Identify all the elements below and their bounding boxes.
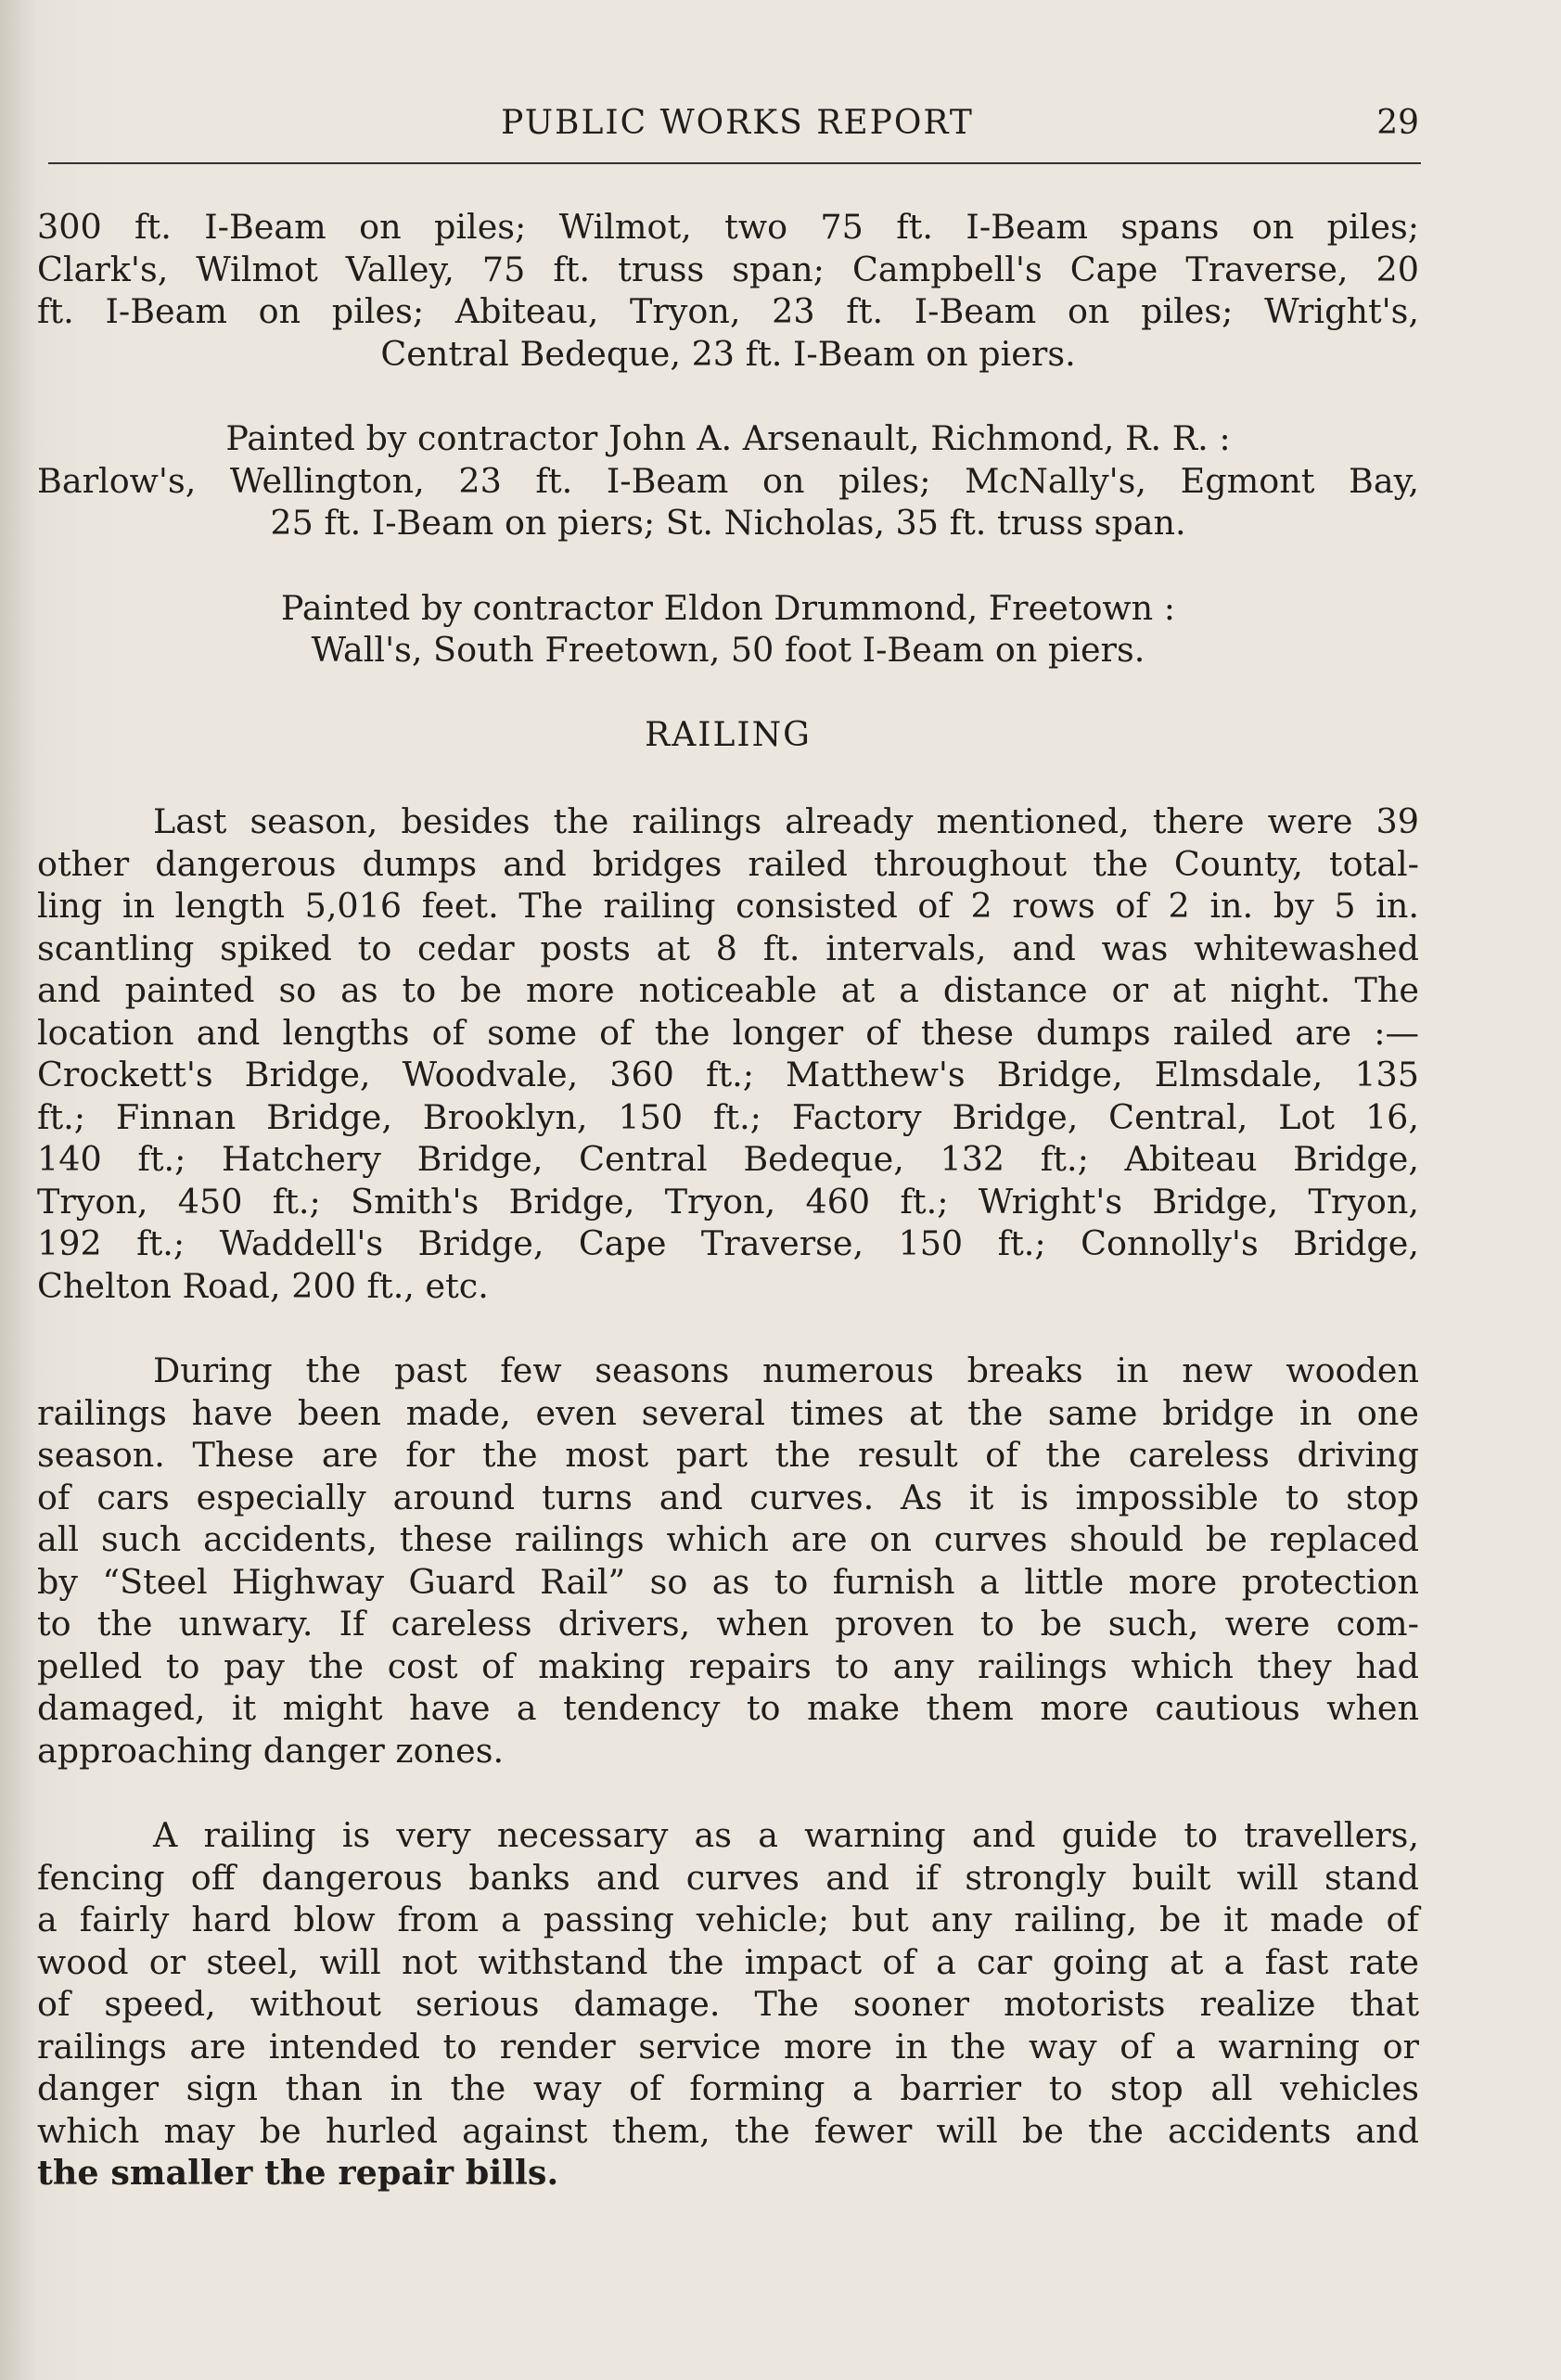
running-header	[56, 104, 1419, 160]
text-line: Wall's, South Freetown, 50 foot I-Beam on piers.	[311, 630, 1145, 670]
text-line: season. These are for the most part the result of the careless driving	[37, 1435, 1419, 1475]
text-line: Painted by contractor John A. Arsenault, Richmond, R. R. :	[225, 418, 1231, 458]
text-line: a fairly hard blow from a passing vehicle; but any railing, be it made of	[37, 1900, 1419, 1939]
text-line: pelled to pay the cost of making repairs to any railings which they had	[37, 1645, 1419, 1686]
text-line: of speed, without serious damage. The sooner motorists realize that	[37, 1984, 1419, 2024]
text-line: railings are intended to render service more in the way of a warning or	[37, 2026, 1419, 2067]
text-line: which may be hurled against them, the fewer will be the accidents and	[37, 2110, 1419, 2151]
text-line: by “Steel Highway Guard Rail” so as to furnish a little more protection	[37, 1561, 1419, 1602]
text-line: Last season, besides the railings already mentioned, there were 39	[153, 801, 1419, 841]
running-title: PUBLIC WORKS REPORT	[501, 104, 974, 142]
text-line: danger sign than in the way of forming a barrier to stop all vehicles	[37, 2068, 1419, 2108]
text-line: 25 ft. I-Beam on piers; St. Nicholas, 35 ft. truss span.	[270, 503, 1186, 543]
text-line: other dangerous dumps and bridges railed throughout the County, total-	[37, 843, 1419, 884]
text-line: railings have been made, even several times at the same bridge in one	[37, 1392, 1419, 1433]
text-line: Central Bedeque, 23 ft. I-Beam on piers.	[380, 333, 1076, 374]
text-line: During the past few seasons numerous breaks in new wooden	[153, 1350, 1419, 1390]
body-text	[37, 206, 1419, 2237]
page-number: 29	[1376, 104, 1419, 142]
text-line: Tryon, 450 ft.; Smith's Bridge, Tryon, 460 ft.; Wright's Bridge, Tryon,	[37, 1181, 1419, 1222]
contractor-drummond-block	[37, 587, 1419, 672]
text-line: Clark's, Wilmot Valley, 75 ft. truss span; Campbell's Cape Traverse, 20	[37, 249, 1419, 289]
text-line: 140 ft.; Hatchery Bridge, Central Bedeque, 132 ft.; Abiteau Bridge,	[37, 1139, 1419, 1179]
text-line: ft.; Finnan Bridge, Brooklyn, 150 ft.; Factory Bridge, Central, Lot 16,	[37, 1096, 1419, 1137]
text-line: all such accidents, these railings which are on curves should be replaced	[37, 1519, 1419, 1559]
text-line: approaching danger zones.	[37, 1730, 505, 1771]
text-line: Painted by contractor Eldon Drummond, Freetown :	[280, 587, 1176, 628]
text-line: location and lengths of some of the longer of these dumps railed are :—	[37, 1012, 1419, 1053]
text-line: Chelton Road, 200 ft., etc.	[37, 1265, 489, 1306]
text-line: Barlow's, Wellington, 23 ft. I-Beam on piles; McNally's, Egmont Bay,	[37, 460, 1419, 501]
contractor-arsenault-block	[37, 417, 1419, 544]
railing-paragraph-3	[37, 1814, 1419, 2194]
railing-paragraph-2	[37, 1350, 1419, 1772]
text-line: ft. I-Beam on piles; Abiteau, Tryon, 23 ft. I-Beam on piles; Wright's,	[37, 291, 1419, 331]
text-line: scantling spiked to cedar posts at 8 ft. intervals, and was whitewashed	[37, 928, 1419, 968]
text-line: wood or steel, will not withstand the impact of a car going at a fast rate	[37, 1941, 1419, 1982]
text-line: the smaller the repair bills.	[37, 2153, 559, 2193]
section-heading: RAILING	[645, 715, 812, 754]
text-line: A railing is very necessary as a warning and guide to travellers,	[153, 1815, 1419, 1855]
header-rule	[48, 162, 1421, 164]
text-line: Crockett's Bridge, Woodvale, 360 ft.; Matthew's Bridge, Elmsdale, 135	[37, 1055, 1419, 1094]
railing-paragraph-1	[37, 800, 1419, 1307]
text-line: fencing off dangerous banks and curves and if strongly built will stand	[37, 1857, 1419, 1898]
bridge-list-block	[37, 206, 1419, 375]
text-line: and painted so as to be more noticeable at a distance or at night. The	[37, 970, 1419, 1010]
text-line: of cars especially around turns and curves. As it is impossible to stop	[37, 1477, 1419, 1517]
text-line: damaged, it might have a tendency to make them more cautious when	[37, 1688, 1419, 1728]
text-line: 300 ft. I-Beam on piles; Wilmot, two 75 ft. I-Beam spans on piles;	[37, 207, 1419, 247]
text-line: ling in length 5,016 feet. The railing consisted of 2 rows of 2 in. by 5 in.	[37, 886, 1419, 926]
text-line: to the unwary. If careless drivers, when proven to be such, were com-	[37, 1604, 1419, 1644]
text-line: 192 ft.; Waddell's Bridge, Cape Traverse, 150 ft.; Connolly's Bridge,	[37, 1223, 1419, 1263]
